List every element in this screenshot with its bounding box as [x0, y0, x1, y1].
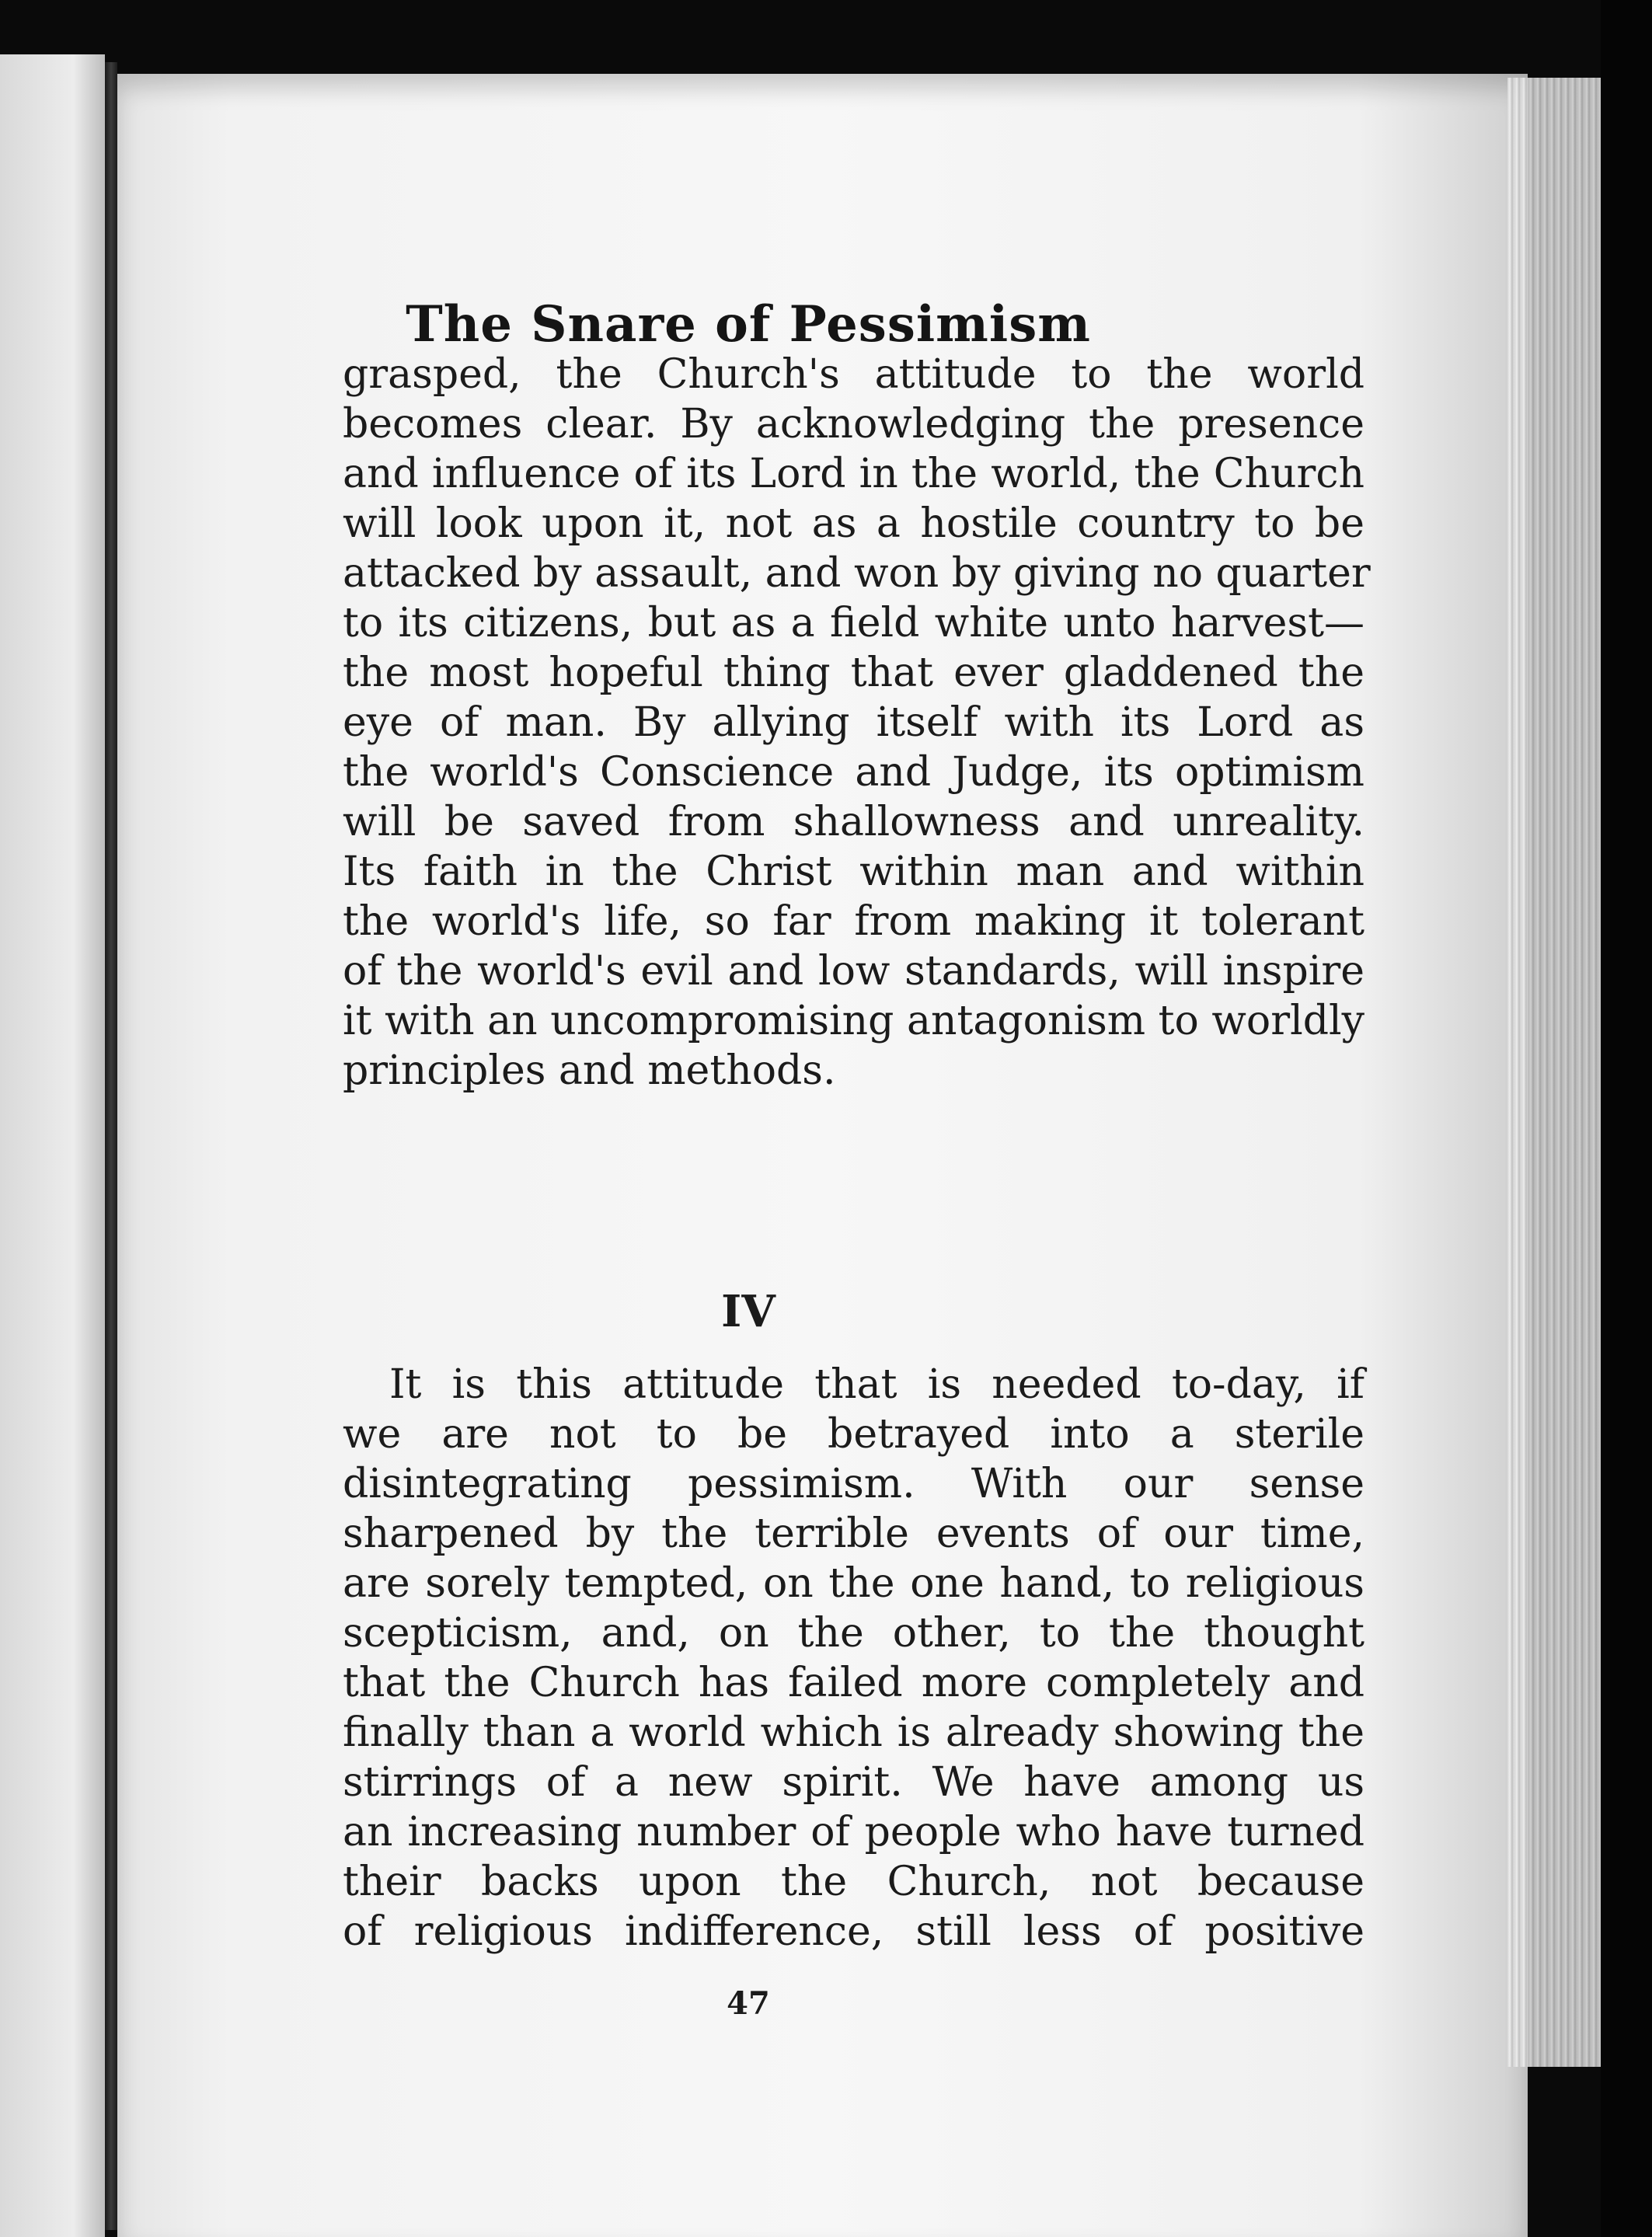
text-line: an increasing number of people who have turned [343, 1809, 1364, 1855]
text-line: Its faith in the Christ within man and within [343, 848, 1364, 895]
text-line: It is this attitude that is needed to-day, if [389, 1361, 1364, 1408]
text-line: of the world's evil and low standards, will inspire [343, 948, 1364, 995]
text-line: are sorely tempted, on the one hand, to religious [343, 1560, 1364, 1607]
book-gutter [105, 62, 117, 2230]
text-line: of religious indifference, still less of positive [343, 1908, 1364, 1955]
facing-page-edge [0, 54, 105, 2237]
text-line: that the Church has failed more completely and [343, 1660, 1364, 1706]
text-line: scepticism, and, on the other, to the thought [343, 1610, 1364, 1657]
text-line: attacked by assault, and won by giving no quarter [343, 550, 1371, 597]
text-line: to its citizens, but as a field white unto harvest— [343, 600, 1364, 646]
text-line: the world's Conscience and Judge, its optimism [343, 749, 1364, 796]
text-line: disintegrating pessimism. With our sense [343, 1461, 1364, 1507]
book-page [117, 74, 1528, 2237]
running-head: The Snare of Pessimism [406, 295, 1091, 354]
text-line: the world's life, so far from making it tolerant [343, 898, 1364, 945]
text-line: grasped, the Church's attitude to the world [343, 351, 1364, 398]
scan-border [1601, 0, 1652, 2237]
paragraph-2 [343, 1360, 1364, 1957]
text-line: it with an uncompromising antagonism to worldly [343, 998, 1364, 1044]
text-line: eye of man. By allying itself with its Lord as [343, 699, 1364, 746]
text-line: and influence of its Lord in the world, the Church [343, 451, 1364, 497]
text-line: will be saved from shallowness and unreality. [343, 799, 1364, 845]
section-numeral: IV [721, 1286, 775, 1337]
text-line: finally than a world which is already showing the [343, 1709, 1364, 1756]
page-stack-edge [1507, 78, 1601, 2067]
text-line: we are not to be betrayed into a sterile [343, 1411, 1364, 1458]
text-line: the most hopeful thing that ever gladdened the [343, 650, 1364, 696]
text-line: will look upon it, not as a hostile country to be [343, 500, 1364, 547]
text-line: principles and methods. [343, 1047, 836, 1094]
text-line: becomes clear. By acknowledging the presence [343, 401, 1364, 448]
page-number: 47 [727, 1985, 770, 2022]
paragraph-1 [343, 350, 1371, 1096]
text-line: sharpened by the terrible events of our time, [343, 1510, 1364, 1557]
text-line: their backs upon the Church, not because [343, 1859, 1364, 1905]
text-line: stirrings of a new spirit. We have among us [343, 1759, 1364, 1806]
